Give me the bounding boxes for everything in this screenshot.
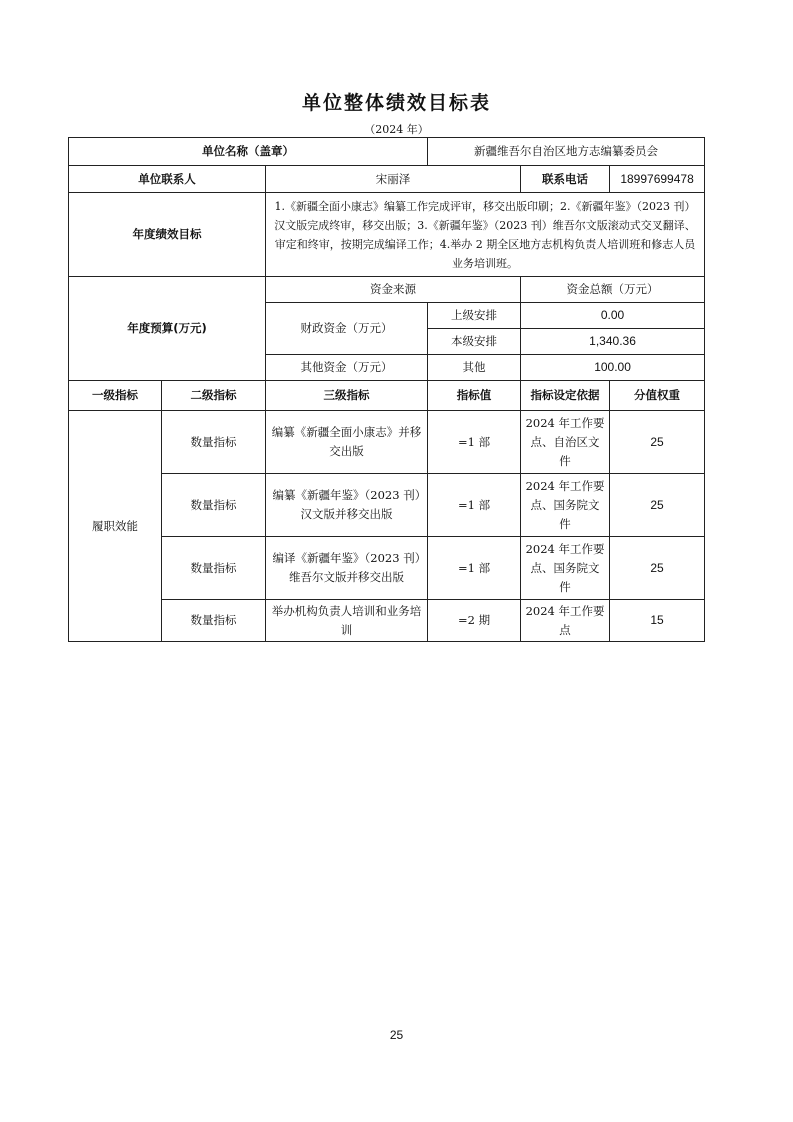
year-label: （2024 年） (364, 123, 429, 136)
table-row (69, 537, 705, 600)
goal-text: 1.《新疆全面小康志》编纂工作完成评审，移交出版印刷；2.《新疆年鉴》（2023 刊）汉文版完成终审，移交出版；3.《新疆年鉴》（2023 刊）维吾尔文版滚动式交叉翻译、审定和终审，按期完成编译工作；4.举办 2 期全区地方志机构负责人培训班和修志人员业务培训班。 (266, 193, 705, 277)
indicator-value: =1 部 (428, 411, 521, 474)
budget-header-row (69, 277, 705, 303)
header-level3: 三级指标 (266, 381, 428, 411)
indicator-basis: 2024 年工作要点 (521, 600, 610, 642)
indicator-value: =1 部 (428, 474, 521, 537)
header-weight: 分值权重 (610, 381, 705, 411)
contact-label: 单位联系人 (69, 166, 266, 193)
contact-value: 宋丽泽 (266, 166, 521, 193)
indicator-value: =2 期 (428, 600, 521, 642)
budget-local-label: 本级安排 (428, 329, 521, 355)
level2-indicator: 数量指标 (162, 411, 266, 474)
goal-row (69, 193, 705, 277)
indicator-weight: 25 (610, 474, 705, 537)
table-row (69, 600, 705, 642)
indicator-weight: 15 (610, 600, 705, 642)
budget-label: 年度预算(万元) (69, 277, 266, 381)
unit-name-value: 新疆维吾尔自治区地方志编纂委员会 (428, 138, 705, 166)
unit-name-row (69, 138, 705, 166)
budget-local-value: 1,340.36 (521, 329, 705, 355)
indicator-weight: 25 (610, 537, 705, 600)
level3-indicator: 编译《新疆年鉴》（2023 刊）维吾尔文版并移交出版 (266, 537, 428, 600)
phone-label: 联系电话 (521, 166, 610, 193)
level3-indicator: 举办机构负责人培训和业务培训 (266, 600, 428, 642)
budget-other-sub: 其他 (428, 355, 521, 381)
header-level1: 一级指标 (69, 381, 162, 411)
budget-upper-label: 上级安排 (428, 303, 521, 329)
level3-indicator: 编纂《新疆年鉴》（2023 刊）汉文版并移交出版 (266, 474, 428, 537)
level2-indicator: 数量指标 (162, 600, 266, 642)
level2-indicator: 数量指标 (162, 537, 266, 600)
header-basis: 指标设定依据 (521, 381, 610, 411)
indicator-value: =1 部 (428, 537, 521, 600)
indicator-basis: 2024 年工作要点、自治区文件 (521, 411, 610, 474)
budget-other-label: 其他资金（万元） (266, 355, 428, 381)
unit-name-label: 单位名称（盖章） (69, 138, 428, 166)
indicator-basis: 2024 年工作要点、国务院文件 (521, 537, 610, 600)
budget-other-value: 100.00 (521, 355, 705, 381)
phone-value: 18997699478 (610, 166, 705, 193)
budget-fiscal-label: 财政资金（万元） (266, 303, 428, 355)
indicator-basis: 2024 年工作要点、国务院文件 (521, 474, 610, 537)
contact-row (69, 166, 705, 193)
header-value: 指标值 (428, 381, 521, 411)
budget-upper-value: 0.00 (521, 303, 705, 329)
table-row (69, 474, 705, 537)
table-row (69, 411, 705, 474)
level2-indicator: 数量指标 (162, 474, 266, 537)
indicator-header-row (69, 381, 705, 411)
page-number: 25 (389, 1028, 404, 1042)
level3-indicator: 编纂《新疆全面小康志》并移交出版 (266, 411, 428, 474)
performance-table (68, 137, 705, 642)
page-title: 单位整体绩效目标表 (301, 92, 491, 114)
budget-total-header: 资金总额（万元） (521, 277, 705, 303)
goal-label: 年度绩效目标 (69, 193, 266, 277)
budget-source-header: 资金来源 (266, 277, 521, 303)
header-level2: 二级指标 (162, 381, 266, 411)
indicator-weight: 25 (610, 411, 705, 474)
level1-indicator: 履职效能 (69, 411, 162, 642)
